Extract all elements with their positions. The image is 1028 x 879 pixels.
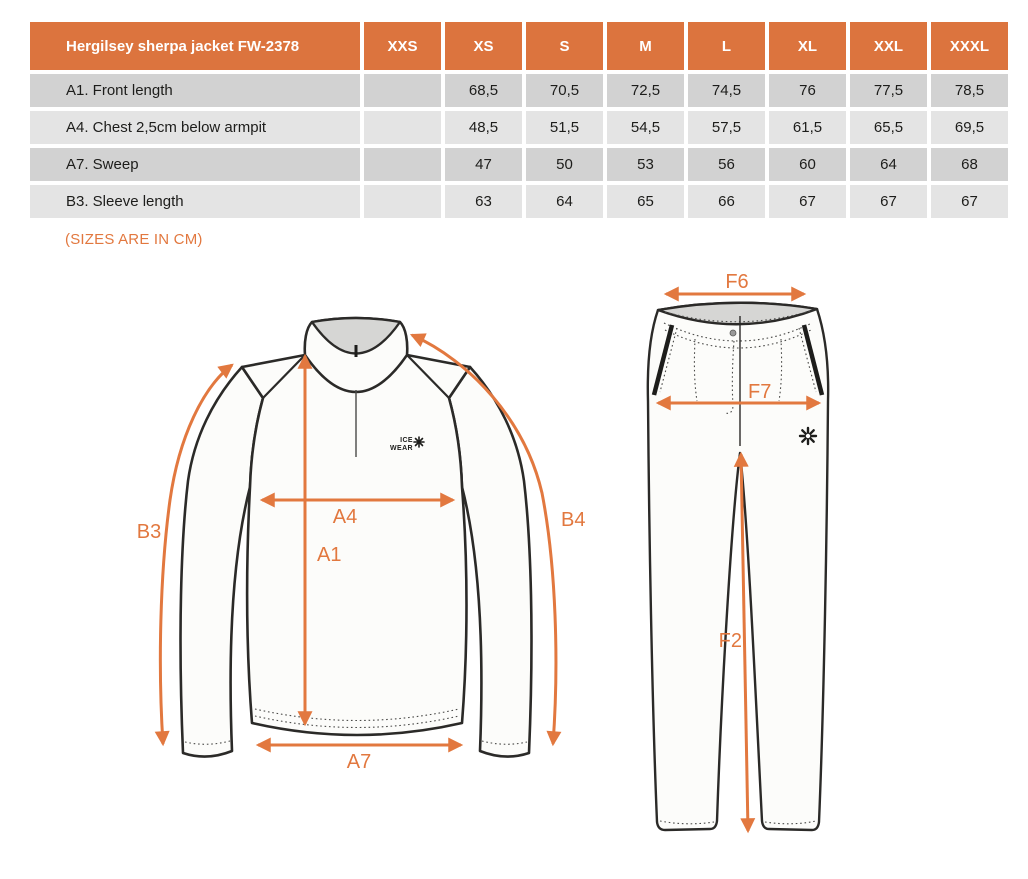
measure-label-f2: F2 <box>718 630 742 652</box>
size-value-cell: 57,5 <box>688 111 765 144</box>
measure-row-label: A1. Front length <box>30 74 360 107</box>
size-value-cell <box>364 148 441 181</box>
measure-label-a4: A4 <box>332 506 358 528</box>
size-value-cell: 74,5 <box>688 74 765 107</box>
size-table-body <box>30 74 1008 218</box>
size-value-cell <box>364 111 441 144</box>
table-row <box>30 148 1008 181</box>
measure-row-label: B3. Sleeve length <box>30 185 360 218</box>
size-value-cell: 66 <box>688 185 765 218</box>
size-value-cell <box>364 74 441 107</box>
product-title: Hergilsey sherpa jacket FW-2378 <box>30 22 360 70</box>
size-value-cell: 67 <box>769 185 846 218</box>
size-value-cell: 56 <box>688 148 765 181</box>
measure-row-label: A7. Sweep <box>30 148 360 181</box>
measure-label-f6: F6 <box>725 273 749 293</box>
table-row <box>30 185 1008 218</box>
size-value-cell: 65,5 <box>850 111 927 144</box>
snowflake-icon <box>414 437 424 447</box>
size-value-cell: 68 <box>931 148 1008 181</box>
size-value-cell: 70,5 <box>526 74 603 107</box>
size-column-header: XXL <box>850 22 927 70</box>
pants-diagram <box>640 273 840 853</box>
size-value-cell: 77,5 <box>850 74 927 107</box>
size-column-header: M <box>607 22 684 70</box>
measure-label-b4: B4 <box>561 509 586 531</box>
size-column-header: XS <box>445 22 522 70</box>
measure-label-f7: F7 <box>748 381 772 403</box>
size-value-cell: 64 <box>850 148 927 181</box>
size-value-cell: 61,5 <box>769 111 846 144</box>
size-value-cell <box>364 185 441 218</box>
size-column-header: XXS <box>364 22 441 70</box>
size-value-cell: 64 <box>526 185 603 218</box>
size-value-cell: 48,5 <box>445 111 522 144</box>
size-value-cell: 53 <box>607 148 684 181</box>
measure-row-label: A4. Chest 2,5cm below armpit <box>30 111 360 144</box>
snowflake-icon <box>800 428 816 444</box>
table-row <box>30 111 1008 144</box>
size-value-cell: 67 <box>850 185 927 218</box>
size-column-header: XXXL <box>931 22 1008 70</box>
logo-line2: WEAR <box>390 445 413 452</box>
size-value-cell: 68,5 <box>445 74 522 107</box>
size-column-header: L <box>688 22 765 70</box>
size-column-header: XL <box>769 22 846 70</box>
size-value-cell: 47 <box>445 148 522 181</box>
size-value-cell: 60 <box>769 148 846 181</box>
size-value-cell: 65 <box>607 185 684 218</box>
sizes-unit-note: (SIZES ARE IN CM) <box>65 231 203 248</box>
measure-label-a1: A1 <box>317 544 342 566</box>
size-value-cell: 67 <box>931 185 1008 218</box>
size-value-cell: 63 <box>445 185 522 218</box>
size-value-cell: 50 <box>526 148 603 181</box>
table-row <box>30 74 1008 107</box>
pants-body <box>648 303 828 830</box>
size-value-cell: 76 <box>769 74 846 107</box>
size-table-header <box>30 22 1008 70</box>
size-value-cell: 72,5 <box>607 74 684 107</box>
measure-label-a7: A7 <box>346 751 372 773</box>
size-column-header: S <box>526 22 603 70</box>
size-value-cell: 69,5 <box>931 111 1008 144</box>
jacket-diagram <box>95 295 615 795</box>
size-value-cell: 51,5 <box>526 111 603 144</box>
size-table <box>30 22 1008 222</box>
size-value-cell: 78,5 <box>931 74 1008 107</box>
size-value-cell: 54,5 <box>607 111 684 144</box>
measure-label-b3: B3 <box>136 521 162 543</box>
logo-line1: ICE <box>400 437 413 444</box>
pants-button <box>730 330 736 336</box>
